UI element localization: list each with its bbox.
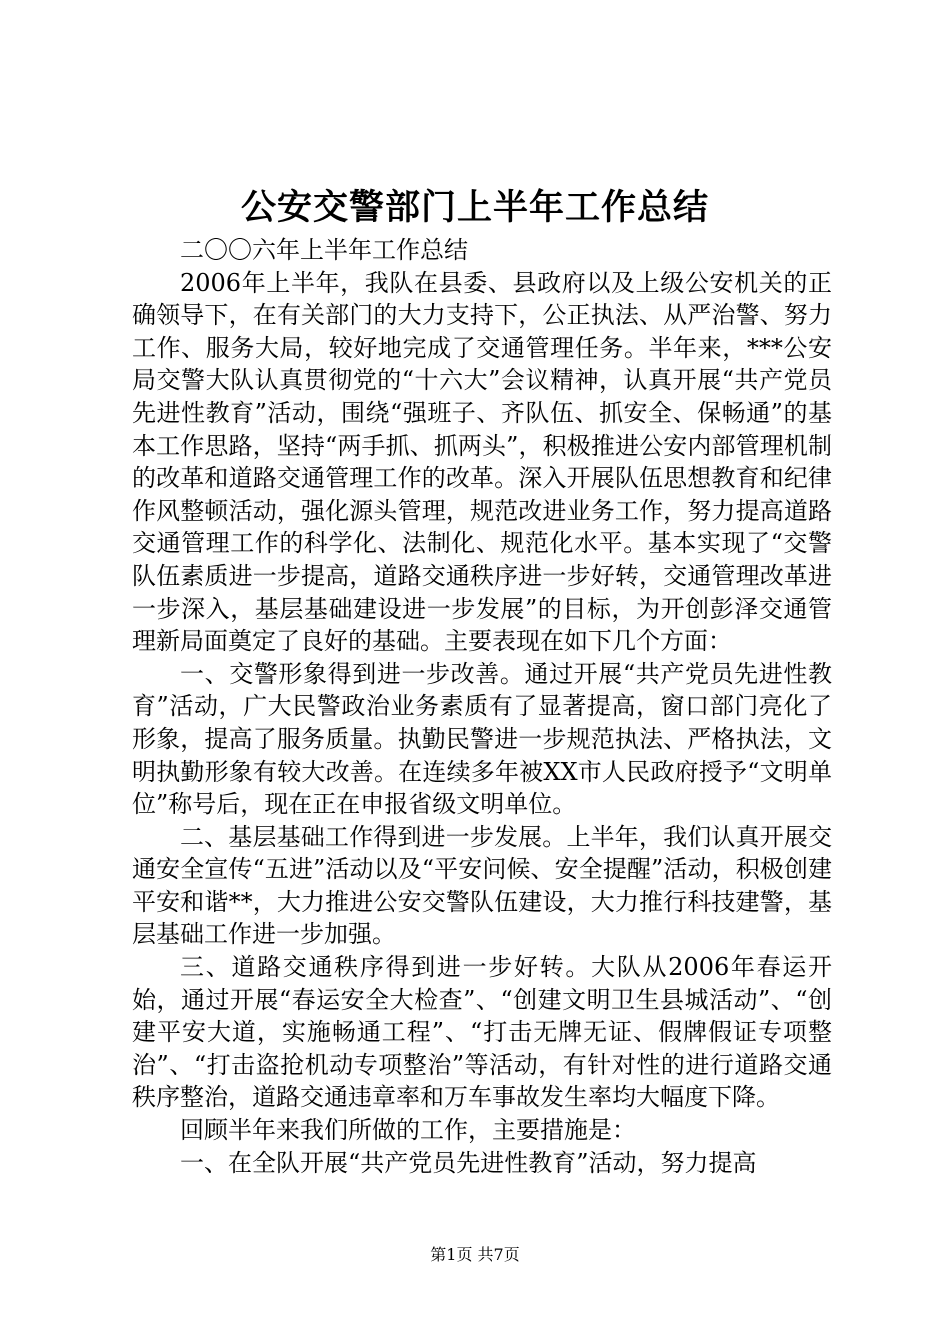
paragraph-subtitle: 二〇〇六年上半年工作总结 (180, 236, 468, 264)
paragraph-measure-1: 一、在全队开展“共产党员先进性教育”活动，努力提高 (180, 1148, 757, 1177)
paragraph-point-2: 二、基层基础工作得到进一步发展。上半年，我们认真开展交通安全宣传“五进”活动以及“平安问候、安全提醒”活动，积极创建平安和谐**，大力推进公安交警队伍建设，大力推行科技建警，基层基础工作进一步加强。 (132, 822, 832, 949)
paragraph-point-1: 一、交警形象得到进一步改善。通过开展“共产党员先进性教育”活动，广大民警政治业务素质有了显著提高，窗口部门亮化了形象，提高了服务质量。执勤民警进一步规范执法、严格执法，文明执勤形象有较大改善。在连续多年被XX市人民政府授予“文明单位”称号后，现在正在申报省级文明单位。 (132, 659, 832, 819)
document-body (132, 234, 832, 1179)
document-title: 公安交警部门上半年工作总结 (240, 187, 709, 228)
paragraph-intro: 2006年上半年，我队在县委、县政府以及上级公安机关的正确领导下，在有关部门的大力支持下，公正执法、从严治警、努力工作、服务大局，较好地完成了交通管理任务。半年来，***公安局交警大队认真贯彻党的“十六大”会议精神，认真开展“共产党员先进性教育”活动，围绕“强班子、齐队伍、抓安全、保畅通”的基本工作思路，坚持“两手抓、抓两头”，积极推进公安内部管理机制的改革和道路交通管理工作的改革。深入开展队伍思想教育和纪律作风整顿活动，强化源头管理，规范改进业务工作，努力提高道路交通管理工作的科学化、法制化、规范化水平。基本实现了“交警队伍素质进一步提高，道路交通秩序进一步好转，交通管理改革进一步深入，基层基础建设进一步发展”的目标，为开创彭泽交通管理新局面奠定了良好的基础。主要表现在如下几个方面： (132, 268, 832, 656)
page-number-footer: 第1页 共7页 (430, 1245, 520, 1264)
paragraph-review: 回顾半年来我们所做的工作，主要措施是： (180, 1116, 636, 1145)
paragraph-point-3: 三、道路交通秩序得到进一步好转。大队从2006年春运开始，通过开展“春运安全大检查”、“创建文明卫生县城活动”、“创建平安大道，实施畅通工程”、“打击无牌无证、假牌假证专项整治”、“打击盗抢机动专项整治”等活动，有针对性的进行道路交通秩序整治，道路交通违章率和万车事故发生率均大幅度下降。 (132, 953, 832, 1112)
